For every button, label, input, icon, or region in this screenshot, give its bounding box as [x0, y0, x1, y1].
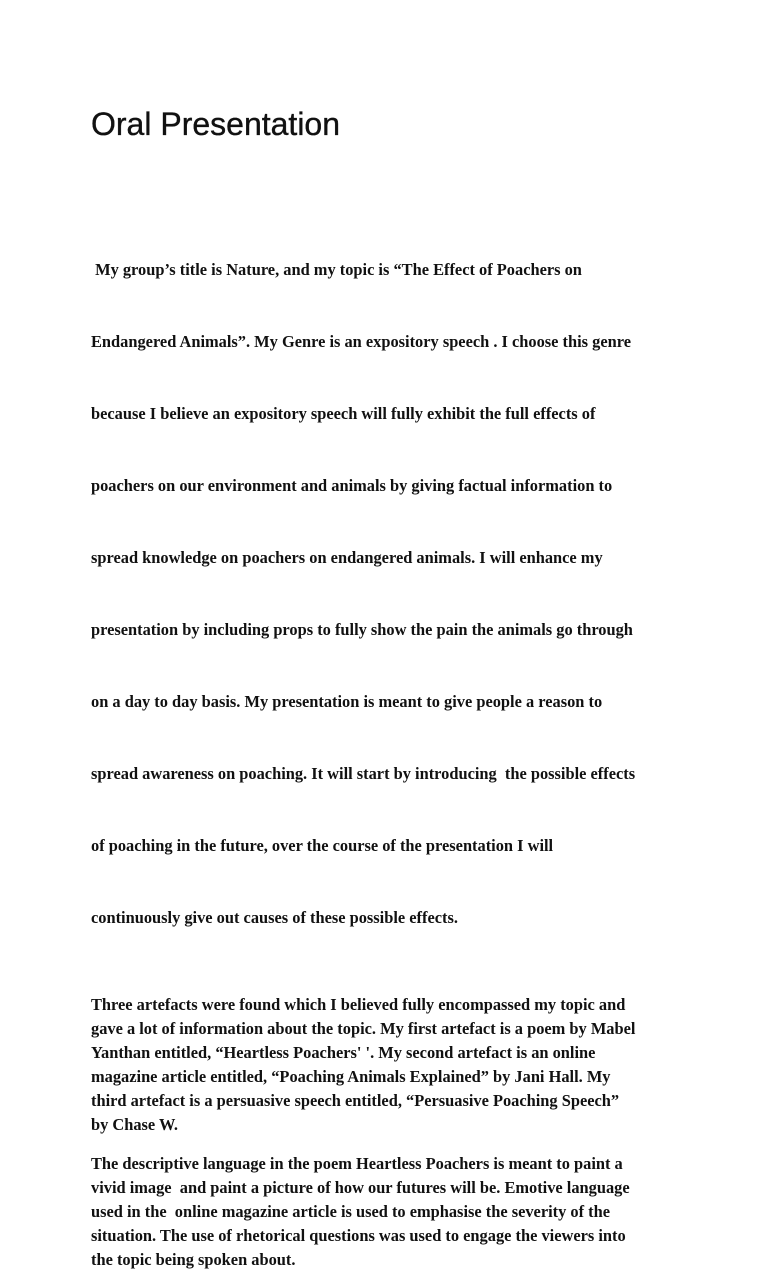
- text-line: on a day to day basis. My presentation is meant to give people a reason to: [91, 692, 603, 711]
- text-line: of poaching in the future, over the course of the presentation I will: [91, 836, 554, 855]
- paragraph-topic-and-genre: [91, 210, 691, 978]
- text-line: Endangered Animals”. My Genre is an expository speech . I choose this genre: [91, 332, 631, 351]
- text-line: Three artefacts were found which I believed fully encompassed my topic and: [91, 995, 626, 1014]
- text-line: Yanthan entitled, “Heartless Poachers' '. My second artefact is an online: [91, 1043, 596, 1062]
- text-line: the topic being spoken about.: [91, 1250, 296, 1269]
- text-line: because I believe an expository speech will fully exhibit the full effects of: [91, 404, 596, 423]
- text-line: poachers on our environment and animals by giving factual information to: [91, 476, 613, 495]
- document-body: [91, 210, 691, 1272]
- text-line: presentation by including props to fully show the pain the animals go through: [91, 620, 633, 639]
- text-line: third artefact is a persuasive speech entitled, “Persuasive Poaching Speech”: [91, 1091, 620, 1110]
- text-line: spread awareness on poaching. It will start by introducing the possible effects: [91, 764, 636, 783]
- text-line: The descriptive language in the poem Heartless Poachers is meant to paint a: [91, 1154, 623, 1173]
- document-title: Oral Presentation: [91, 106, 341, 142]
- text-line: spread knowledge on poachers on endangered animals. I will enhance my: [91, 548, 603, 567]
- text-line: situation. The use of rhetorical questions was used to engage the viewers into: [91, 1226, 626, 1245]
- text-line: gave a lot of information about the topic. My first artefact is a poem by Mabel: [91, 1019, 636, 1038]
- text-line: vivid image and paint a picture of how our futures will be. Emotive language: [91, 1178, 630, 1197]
- paragraph-artefacts: [91, 993, 691, 1137]
- paragraph-language-features: [91, 1152, 691, 1272]
- text-line: by Chase W.: [91, 1115, 178, 1134]
- text-line: magazine article entitled, “Poaching Animals Explained” by Jani Hall. My: [91, 1067, 611, 1086]
- text-line: continuously give out causes of these possible effects.: [91, 908, 458, 927]
- text-line: used in the online magazine article is used to emphasise the severity of the: [91, 1202, 610, 1221]
- text-line: My group’s title is Nature, and my topic is “The Effect of Poachers on: [91, 260, 582, 279]
